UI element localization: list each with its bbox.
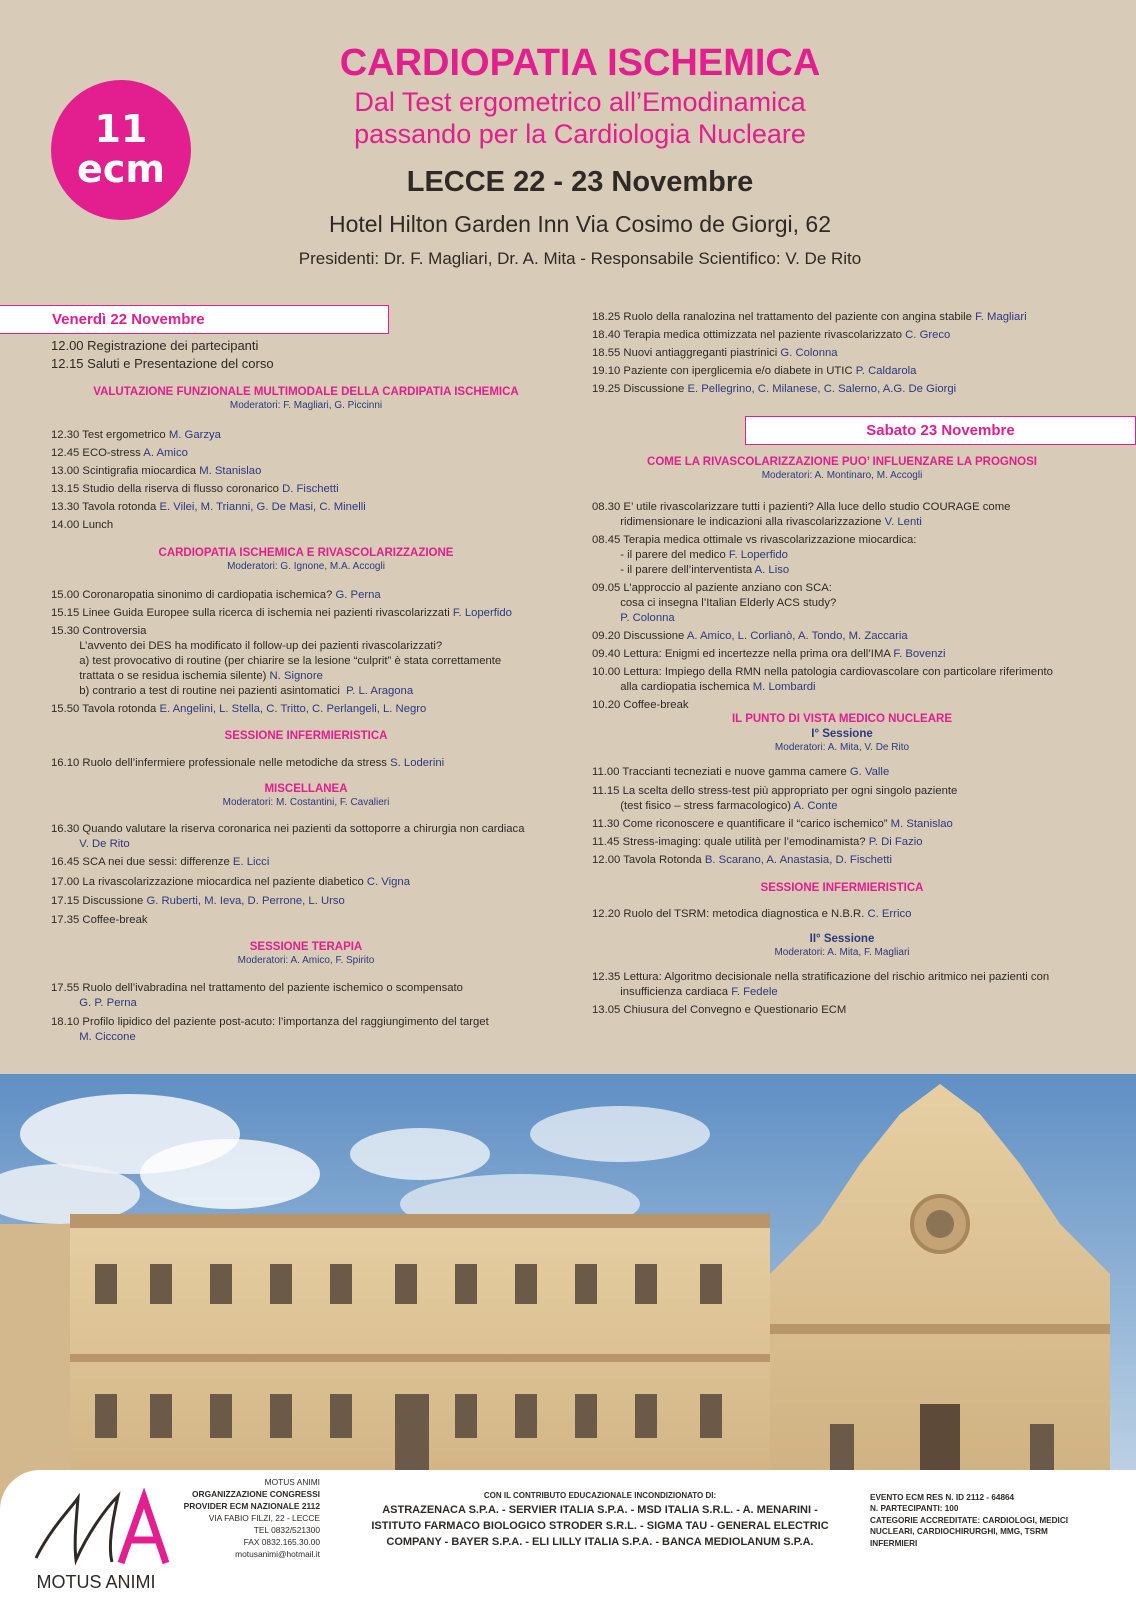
program-item-text: 18.40 Terapia medica ottimizzata nel paziente rivascolarizzato [592,329,906,341]
program-item [51,654,501,669]
program-item-text: 15.50 Tavola rotonda [51,703,160,715]
program-item [51,684,413,699]
ecm-categories-3: INFERMIERI [870,1538,918,1548]
program-item-text: trattata o se residua ischemia silente) [51,670,270,682]
program-item-speaker: G. Valle [849,766,890,778]
subtitle-line-2: passando per la Cardiologia Nucleare [354,119,806,149]
program-item [51,981,463,996]
program-item [592,647,946,662]
program-item-text: b) contrario a test di routine nei pazienti asintomatici [51,685,347,697]
page-header [200,40,960,272]
ecm-unit: ecm [77,147,165,191]
program-item-text: 12.00 Registrazione dei partecipanti [51,338,259,353]
program-item [51,482,339,497]
program-item-speaker: A. Conte [793,800,838,812]
program-item [592,533,916,548]
program-item-text: L’avvento dei DES ha modificato il follow-up dei pazienti rivascolarizzati? [51,640,443,652]
program-item-speaker: A. Amico, L. Corlianò, A. Tondo, M. Zaccaria [686,630,908,642]
ecm-event-info [870,1492,1130,1549]
session-title: SESSIONE INFERMIERISTICA [224,730,388,742]
session-title: CARDIOPATIA ISCHEMICA E RIVASCOLARIZZAZIONE [158,547,454,559]
session-title: VALUTAZIONE FUNZIONALE MULTIMODALE DELLA CARDIPATIA ISCHEMICA [93,386,519,398]
session-heading [592,881,1092,896]
program-item-text: 12.20 Ruolo del TSRM: metodica diagnostica e N.B.R. [592,908,868,920]
day-header-friday: Venerdì 22 Novembre [0,305,389,334]
program-item-speaker: D. Fischetti [282,483,339,495]
program-item-speaker: B. Scarano, A. Anastasia, D. Fischetti [704,854,892,866]
program-item-speaker: A. Amico [143,447,188,459]
program-item-text [51,997,79,1009]
program-item-text: 14.00 Lunch [51,519,114,531]
program-item-speaker: P. Colonna [620,612,675,624]
program-item-speaker: M. Lombardi [752,681,816,693]
program-item-text: 17.15 Discussione [51,895,147,907]
program-item-speaker: G. P. Perna [79,997,137,1009]
program-item [51,837,130,852]
program-item-text: 09.05 L’approccio al paziente anziano con SCA: [592,582,832,594]
program-item-text: 16.45 SCA nei due sessi: differenze [51,856,233,868]
program-item-speaker: G. Ruberti, M. Ieva, D. Perrone, L. Urso [146,895,345,907]
program-item-speaker: G. Perna [335,589,381,601]
program-item-text: 17.00 La rivascolarizzazione miocardica nel paziente diabetico [51,876,367,888]
program-item-text: (test fisico – stress farmacologico) [592,800,794,812]
program-item-text: a) test provocativo di routine (per chiarire se la lesione “culprit” è stata correttamente [51,655,502,667]
program-item-text: 12.45 ECO-stress [51,447,144,459]
session-moderators: Moderatori: A. Mita, F. Magliari [774,947,910,958]
program-item [592,581,832,596]
program-item [592,680,816,695]
program-item-text: 17.55 Ruolo dell’ivabradina nel trattamento del paziente ischemico o scompensato [51,982,463,994]
program-item [592,665,1053,680]
program-item [592,563,789,578]
ecm-categories-2: NUCLEARI, CARDIOCHIRURGHI, MMG, TSRM [870,1527,1048,1537]
program-item-text: 12.15 Saluti e Presentazione del corso [51,356,274,371]
program-item [592,907,911,922]
session-heading [592,712,1092,754]
program-item-speaker: C. Errico [867,908,912,920]
program-item-speaker: E. Pellegrino, C. Milanese, C. Salerno, A.G. De Giorgi [687,383,957,395]
program-item [592,310,1027,325]
program-item-text: 15.00 Coronaropatia sinonimo di cardiopatia ischemica? [51,589,336,601]
program-item-speaker: C. Vigna [366,876,410,888]
program-item-text: alla cardiopatia ischemica [592,681,753,693]
program-item [51,446,188,461]
program-item [51,913,148,928]
session-heading [592,932,1092,959]
program-item [51,855,269,870]
session-moderators: Moderatori: M. Costantini, F. Cavalieri [222,797,390,808]
program-item-text [51,1031,79,1043]
footer [0,1470,1136,1600]
program-item-text: 18.55 Nuovi antiaggreganti piastrinici [592,347,781,359]
org-email: motusanimi@hotmail.it [235,1549,320,1559]
program-item-speaker: P. Di Fazio [868,836,923,848]
program-item [51,639,442,654]
program-item-text: - il parere dell’interventista [592,564,755,576]
org-fax: FAX 0832.165.30.00 [243,1537,320,1547]
program-item-speaker: V. Lenti [884,516,922,528]
ecm-categories-1: CATEGORIE ACCREDITATE: CARDIOLOGI, MEDICI [870,1515,1069,1525]
program-item [51,1030,136,1045]
session-heading [51,546,561,573]
program-item-text: 13.30 Tavola rotonda [51,501,160,513]
program-item [51,428,221,443]
program-item [51,894,345,909]
program-item-text: 09.40 Lettura: Enigmi ed incertezze nella prima ora dell’IMA [592,648,894,660]
organizer-info [180,1476,320,1560]
program-item-speaker: E. Licci [232,856,270,868]
program-item-speaker: A. Liso [754,564,790,576]
program-item [592,328,950,343]
day-header-saturday: Sabato 23 Novembre [745,416,1136,445]
program-item [51,702,426,717]
event-venue: Hotel Hilton Garden Inn Via Cosimo de Giorgi, 62 [328,211,831,237]
page-title: CARDIOPATIA ISCHEMICA [339,42,821,84]
ecm-event-id: EVENTO ECM RES N. ID 2112 - 64864 [870,1493,1015,1502]
program-item-text: 19.10 Paziente con iperglicemia e/o diabete in UTIC [592,365,856,377]
session-moderators: Moderatori: A. Montinaro, M. Accogli [761,470,923,481]
ecm-number: 11 [94,107,148,151]
program-item [592,1003,846,1018]
program-item-text [51,838,79,850]
program-item [592,817,953,832]
program-item-text: 12.00 Tavola Rotonda [592,854,705,866]
program-item-speaker: G. Colonna [780,347,838,359]
program-item-text: 11.15 La scelta dello stress-test più appropriato per ogni singolo paziente [592,785,958,797]
session-subtitle: II° Sessione [809,933,875,945]
program-item-text: 18.10 Profilo lipidico del paziente post-acuto: l’importanza del raggiungimento del target [51,1016,489,1028]
program-item [51,464,261,479]
motus-animi-logo [16,1488,176,1598]
program-item-text: - il parere del medico [592,549,729,561]
session-title: SESSIONE INFERMIERISTICA [760,882,924,894]
program-item-text: ridimensionare le indicazioni alla rivascolarizzazione [592,516,885,528]
program-item-text: 13.00 Scintigrafia miocardica [51,465,200,477]
session-heading [51,385,561,412]
program-item-text [592,612,620,624]
program-item-text: insufficienza cardiaca [592,986,732,998]
program-item-speaker: M. Garzya [168,429,221,441]
program-item [592,799,838,814]
event-date: LECCE 22 - 23 Novembre [406,166,754,198]
org-name: MOTUS ANIMI [264,1477,320,1487]
program-item [592,515,922,530]
program-item-text: 17.35 Coffee-break [51,914,148,926]
program-item [51,588,381,603]
sponsors-heading: CON IL CONTRIBUTO EDUCAZIONALE INCONDIZIONATO DI: [483,1491,717,1500]
program-item [592,765,889,780]
program-item-text: 19.25 Discussione [592,383,688,395]
program-item-speaker: M. Stanislao [890,818,953,830]
program-item [592,629,908,644]
ecm-participants: N. PARTECIPANTI: 100 [870,1504,959,1514]
program-item-speaker: E. Angelini, L. Stella, C. Tritto, C. Perlangeli, L. Negro [159,703,427,715]
program-item-text: 11.00 Traccianti tecneziati e nuove gamma camere [592,766,850,778]
sponsors [340,1490,860,1550]
program-item-speaker: C. Greco [905,329,951,341]
program-item-speaker: F. Loperfido [728,549,788,561]
program-item [51,996,137,1011]
program-item [592,835,923,850]
session-heading [51,782,561,809]
program-item-text: 13.05 Chiusura del Convegno e Questionario ECM [592,1004,847,1016]
sponsors-line-3: COMPANY - BAYER S.P.A. - ELI LILLY ITALIA S.P.A. - BANCA MEDIOLANUM S.P.A. [386,1536,814,1548]
program-item-text: 12.35 Lettura: Algoritmo decisionale nella stratificazione del rischio aritmico nei pazienti con [592,971,1050,983]
event-presidents: Presidenti: Dr. F. Magliari, Dr. A. Mita - Responsabile Scientifico: V. De Rito [298,249,862,268]
program-item-speaker: N. Signore [269,670,323,682]
session-heading [592,455,1092,482]
program-item-speaker: P. L. Aragona [346,685,414,697]
program-item-speaker: E. Vilei, M. Trianni, G. De Masi, C. Minelli [159,501,366,513]
program-item-speaker: F. Magliari [975,311,1027,323]
program-item [51,669,323,684]
program-item [592,500,1010,515]
program-item [51,822,525,837]
program-item [592,611,675,626]
program-item [51,356,274,371]
program-item [592,346,838,361]
program-item [592,364,916,379]
program-item-speaker: F. Fedele [731,986,778,998]
program-item-text: 15.15 Linee Guida Europee sulla ricerca di ischemia nei pazienti rivascolarizzati [51,607,453,619]
program-item [592,382,956,397]
program-item-text: 08.45 Terapia medica ottimale vs rivascolarizzazione miocardica: [592,534,917,546]
program-item [51,500,366,515]
org-provider: PROVIDER ECM NAZIONALE 2112 [183,1501,320,1511]
org-type: ORGANIZZAZIONE CONGRESSI [192,1489,320,1499]
session-heading [51,729,561,744]
program-item [51,875,410,890]
logo-text: MOTUS ANIMI [36,1572,156,1592]
program-item [592,784,957,799]
session-moderators: Moderatori: A. Amico, F. Spirito [237,955,375,966]
org-address: VIA FABIO FILZI, 22 - LECCE [208,1513,320,1523]
program-item [592,548,788,563]
program-item [51,624,146,639]
program-item [592,970,1049,985]
program-item-text: 16.10 Ruolo dell’infermiere professionale nelle metodiche da stress [51,757,391,769]
program-item-speaker: F. Bovenzi [893,648,946,660]
program-item-speaker: F. Loperfido [452,607,512,619]
program-item [592,985,778,1000]
program-item-text: 08.30 E’ utile rivascolarizzare tutti i pazienti? Alla luce dello studio COURAGE come [592,501,1011,513]
program-item-speaker: P. Caldarola [855,365,917,377]
session-moderators: Moderatori: G. Ignone, M.A. Accogli [227,561,385,572]
program-item-speaker: S. Loderini [390,757,445,769]
sponsors-line-1: ASTRAZENACA S.P.A. - SERVIER ITALIA S.P.A. - MSD ITALIA S.R.L. - A. MENARINI - [382,1504,818,1516]
program-item [51,1015,489,1030]
program-item [51,756,444,771]
program-item-text: cosa ci insegna l’Italian Elderly ACS study? [592,597,837,609]
program-item [592,853,892,868]
session-title: IL PUNTO DI VISTA MEDICO NUCLEARE [731,713,952,725]
session-moderators: Moderatori: A. Mita, V. De Rito [774,742,910,753]
sponsors-line-2: ISTITUTO FARMACO BIOLOGICO STRODER S.R.L. - SIGMA TAU - GENERAL ELECTRIC [371,1520,829,1532]
program-item-text: 16.30 Quando valutare la riserva coronarica nei pazienti da sottoporre a chirurgia non cardiaca [51,823,525,835]
session-title: MISCELLANEA [264,783,348,795]
subtitle-line-1: Dal Test ergometrico all’Emodinamica [354,87,806,117]
program-item-text: 12.30 Test ergometrico [51,429,169,441]
program-item [51,518,113,533]
program-item-speaker: M. Ciccone [79,1031,136,1043]
program-item [592,596,836,611]
program-item-text: 11.30 Come riconoscere e quantificare il “carico ischemico” [592,818,891,830]
program-item-text: 15.30 Controversia [51,625,147,637]
program-item-text: 10.00 Lettura: Impiego della RMN nella patologia cardiovascolare con particolare riferimento [592,666,1053,678]
session-title: COME LA RIVASCOLARIZZAZIONE PUO’ INFLUENZARE LA PROGNOSI [647,456,1037,468]
program-item-text: 13.15 Studio della riserva di flusso coronarico [51,483,283,495]
program-item-text: 18.25 Ruolo della ranalozina nel trattamento del paziente con angina stabile [592,311,976,323]
session-title: SESSIONE TERAPIA [249,941,363,953]
org-tel: TEL 0832/521300 [253,1525,320,1535]
program-item-text: 09.20 Discussione [592,630,687,642]
program-item-text: 10.20 Coffee-break [592,699,689,711]
session-moderators: Moderatori: F. Magliari, G. Piccinni [229,400,383,411]
session-heading [51,940,561,967]
ecm-credits-badge [51,80,191,220]
program-item-speaker: V. De Rito [79,838,130,850]
program-item [51,338,258,353]
program-item-text: 11.45 Stress-imaging: quale utilità per l’emodinamista? [592,836,869,848]
program-item-speaker: M. Stanislao [199,465,262,477]
session-subtitle: I° Sessione [811,728,873,740]
program-item [51,606,512,621]
